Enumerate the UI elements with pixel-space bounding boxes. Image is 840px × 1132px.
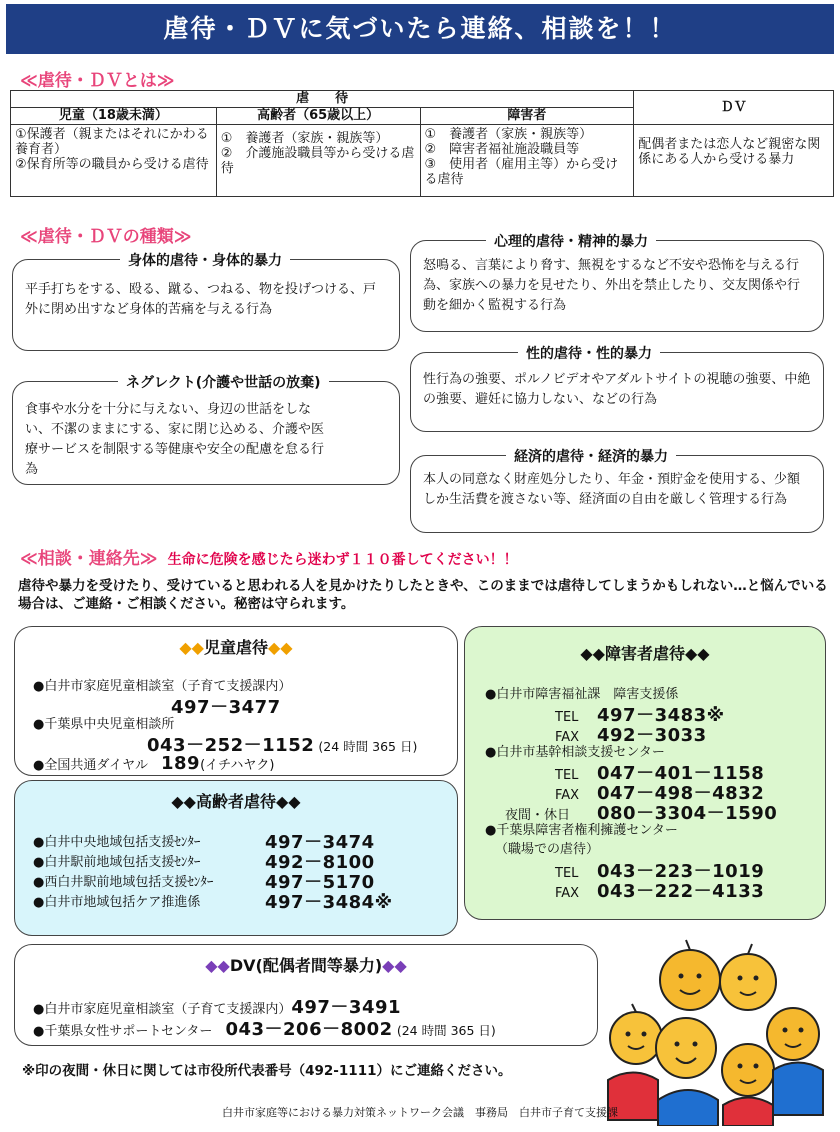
child-face-icon — [722, 1044, 774, 1096]
elderly-abuse-title-text: 高齢者虐待 — [195, 792, 276, 811]
fax-label: FAX — [555, 788, 580, 803]
definition-item: ③ 使用者（雇用主等）から受ける虐待 — [424, 157, 619, 187]
contact-subtitle: （職場での虐待） — [495, 842, 600, 857]
physical-abuse-box — [12, 259, 400, 351]
economic-abuse-title: 経済的虐待・経済的暴力 — [506, 446, 676, 466]
tel-label: TEL — [555, 710, 579, 725]
economic-abuse-box — [410, 455, 824, 533]
phone-number: 043－252－1152 — [147, 735, 315, 756]
definition-item: ②保育所等の職員から受ける虐待 — [15, 157, 209, 172]
phone-line — [33, 1015, 496, 1041]
sexual-abuse-text: 性行為の強要、ポルノビデオやアダルトサイトの視聴の強要、中絶の強要、避妊に協力しない、などの行為 — [423, 372, 811, 407]
physical-abuse-title: 身体的虐待・身体的暴力 — [120, 250, 290, 270]
elderly-abuse-contacts — [14, 780, 458, 936]
contact-name: ●白井市基幹相談支援センター — [485, 745, 665, 760]
emergency-warning: 生命に危険を感じたら迷わず１１０番してください！！ — [167, 552, 518, 568]
fax-number: 043－222－4133 — [597, 881, 765, 902]
phone-number: 080－3304－1590 — [597, 803, 778, 824]
child-abuse-title — [15, 635, 457, 658]
definition-item: ①保護者（親またはそれにかわる養育者） — [15, 127, 209, 157]
contact-name: ●白井中央地域包括支援ｾﾝﾀｰ — [33, 835, 201, 850]
diamond-icon: ◆◆ — [276, 792, 301, 811]
section-heading-contacts — [20, 544, 518, 569]
children-illustration — [598, 930, 834, 1126]
phone-number: 043－206－8002 — [225, 1019, 393, 1040]
dv-definition: 配偶者または恋人など親密な関係にある人から受ける暴力 — [634, 125, 834, 197]
contact-name: ●全国共通ダイヤル — [33, 758, 148, 773]
psych-abuse-text: 怒鳴る、言葉により脅す、無視をするなど不安や恐怖を与える行為、家族への暴力を見せたり、外出を禁止したり、交友関係や行動を細かく監視する行為 — [423, 258, 801, 313]
phone-number: 497－3484※ — [265, 892, 393, 913]
child-face-icon — [720, 954, 776, 1010]
diamond-icon: ◆◆ — [382, 956, 407, 975]
definition-item: ② 介護施設職員等から受ける虐待 — [220, 146, 415, 176]
contact-name: ●西白井駅前地域包括支援ｾﾝﾀｰ — [33, 875, 214, 890]
child-header: 児童（18歳未満） — [11, 108, 217, 125]
phone-number: 497－3474 — [265, 832, 375, 853]
definition-item: ② 障害者福祉施設職員等 — [424, 142, 580, 157]
definition-table — [10, 90, 834, 197]
fax-label: FAX — [555, 886, 580, 901]
phone-number: 497－5170 — [265, 872, 375, 893]
footnote: ※印の夜間・休日に関しては市役所代表番号（492-1111）にご連絡ください。 — [22, 1063, 512, 1079]
page-footer: 白井市家庭等における暴力対策ネットワーク会議 事務局 白井市子育て支援課 — [222, 1106, 618, 1119]
child-definition — [11, 125, 217, 197]
economic-abuse-text: 本人の同意なく財産処分したり、年金・預貯金を使用する、少額しか生活費を渡さない等、経済面の自由を厳しく管理する行為 — [423, 472, 801, 507]
disabled-definition — [420, 125, 634, 197]
dv-header: ＤＶ — [634, 91, 834, 125]
psych-abuse-title: 心理的虐待・精神的暴力 — [486, 231, 656, 251]
child-face-icon — [610, 1012, 662, 1064]
fax-label: FAX — [555, 730, 580, 745]
neglect-box — [12, 381, 400, 485]
contact-name: ●白井市障害福祉課 障害支援係 — [485, 687, 679, 702]
dv-title-text: DV(配偶者間等暴力) — [229, 956, 383, 975]
neglect-text: 食事や水分を十分に与えない、身辺の世話をしない、不潔のままにする、家に閉じ込める、介護や医療サービスを制限する等健康や安全の配慮を怠る行為 — [25, 402, 325, 477]
phone-number: 492－8100 — [265, 852, 375, 873]
child-abuse-contacts — [14, 626, 458, 776]
phone-number: 497－3483※ — [597, 705, 725, 726]
contact-name: ●白井市家庭児童相談室（子育て支援課内） — [33, 1002, 292, 1017]
diamond-icon: ◆◆ — [685, 644, 710, 663]
night-label: 夜間・休日 — [505, 808, 571, 823]
contact-name: ●白井市地域包括ケア推進係 — [33, 895, 201, 910]
contacts-heading-text: ≪相談・連絡先≫ — [20, 549, 158, 569]
disabled-abuse-title — [465, 641, 825, 664]
sexual-abuse-box — [410, 352, 824, 432]
neglect-title: ネグレクト(介護や世話の放棄) — [118, 372, 329, 392]
page-banner: 虐待・ＤＶに気づいたら連絡、相談を！！ — [6, 4, 834, 54]
tel-label: TEL — [555, 866, 579, 881]
fax-number: 047－498－4832 — [597, 783, 765, 804]
diamond-icon: ◆◆ — [171, 792, 196, 811]
section-heading-types: ≪虐待・ＤＶの種類≫ — [20, 227, 192, 247]
diamond-icon: ◆◆ — [205, 956, 230, 975]
dv-title — [15, 953, 597, 976]
contact-name: ●白井市家庭児童相談室（子育て支援課内） — [33, 679, 292, 694]
phone-number: 497－3491 — [291, 997, 402, 1018]
phone-line — [33, 753, 274, 774]
fax-number: 492－3033 — [597, 725, 707, 746]
contact-name: ●白井駅前地域包括支援ｾﾝﾀｰ — [33, 855, 201, 870]
child-abuse-title-text: 児童虐待 — [203, 638, 268, 657]
definition-item: ① 養護者（家族・親族等） — [424, 127, 593, 142]
diamond-icon: ◆◆ — [268, 638, 293, 657]
intro-text: 虐待や暴力を受けたり、受けていると思われる人を見かけたりしたときや、このままでは虐待してしまうかもしれない…と悩んでいる場合は、ご連絡・ご相談ください。秘密は守られます。 — [18, 578, 828, 612]
child-face-icon — [767, 1008, 819, 1060]
phone-number: 189 — [160, 753, 201, 774]
diamond-icon: ◆◆ — [179, 638, 204, 657]
contact-name: ●千葉県女性サポートセンター — [33, 1024, 213, 1039]
phone-number: 497－3477 — [171, 697, 281, 718]
dv-contacts — [14, 944, 598, 1046]
physical-abuse-text: 平手打ちをする、殴る、蹴る、つねる、物を投げつける、戸外に閉め出すなど身体的苦痛を与える行為 — [25, 282, 377, 317]
elderly-header: 高齢者（65歳以上） — [216, 108, 420, 125]
definition-item: ① 養護者（家族・親族等） — [220, 131, 389, 146]
hours-note: (24 時間 365 日) — [396, 1023, 496, 1038]
section-heading-definition: ≪虐待・ＤＶとは≫ — [20, 71, 175, 91]
psych-abuse-box — [410, 240, 824, 332]
contact-name: ●千葉県中央児童相談所 — [33, 717, 175, 732]
sexual-abuse-title: 性的虐待・性的暴力 — [518, 343, 660, 363]
disabled-abuse-title-text: 障害者虐待 — [604, 644, 685, 663]
phone-number: 043－223－1019 — [597, 861, 765, 882]
diamond-icon: ◆◆ — [580, 644, 605, 663]
phone-number: 047－401－1158 — [597, 763, 765, 784]
elderly-abuse-title — [15, 789, 457, 812]
hours-note: (24 時間 365 日) — [318, 739, 418, 754]
child-face-icon — [660, 950, 720, 1010]
elderly-definition — [216, 125, 420, 197]
phone-line — [555, 877, 764, 903]
child-face-icon — [656, 1018, 716, 1078]
tel-label: TEL — [555, 768, 579, 783]
disabled-header: 障害者 — [420, 108, 634, 125]
phone-note: (イチハヤク) — [200, 758, 275, 773]
abuse-header: 虐 待 — [11, 91, 634, 108]
disabled-abuse-contacts — [464, 626, 826, 920]
contact-name: ●千葉県障害者権利擁護センター — [485, 823, 678, 838]
